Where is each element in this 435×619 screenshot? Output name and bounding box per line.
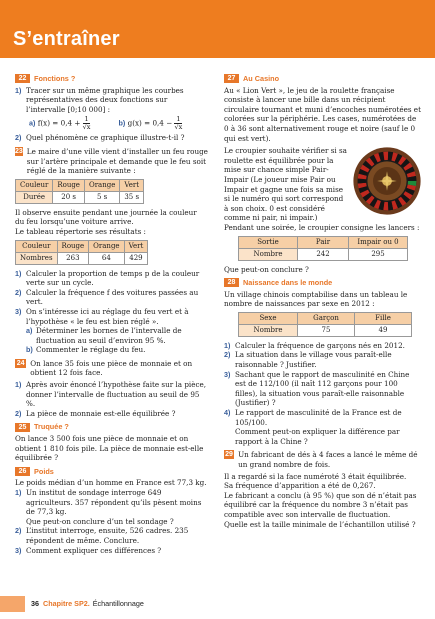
births-table: Sexe Garçon Fille Nombre 75 49 xyxy=(238,312,412,337)
page-title: S’entraîner xyxy=(13,28,120,50)
roulette-wheel-image xyxy=(352,146,422,216)
header-banner xyxy=(0,0,435,58)
formula-f: f(x) = 0,4 + xyxy=(37,118,83,128)
exercise-22: 22 Fonctions ? 1) Tracer sur un même graphique les courbes représentatives des deux fonctions sur l’intervalle [0;10 000] : a) f(x) = 0,4 + $\frac{1}{√x}$ b) g(x) = 0,4 − $\frac{1}{√x}$ 2) Quel phénomène ce graphique illustre-t-il ? xyxy=(15,74,208,143)
page-footer xyxy=(0,596,435,612)
exercise-number: 25 xyxy=(15,423,30,432)
exercise-number: 28 xyxy=(224,278,239,287)
exercise-intro: Le maire d’une ville vient d’installer un feu rouge sur l’artère principale et demande que le feu soit réglé de la manière suivante : xyxy=(26,146,208,176)
exercise-number: 22 xyxy=(15,74,30,83)
chapter-label: Chapitre SP2. xyxy=(43,599,90,608)
exercise-title: Fonctions ? xyxy=(34,74,76,83)
results-table: Couleur Rouge Orange Vert Nombres 263 64 429 xyxy=(15,240,148,265)
exercise-number: 27 xyxy=(224,74,239,83)
exercise-number: 29 xyxy=(225,451,233,459)
exercise-29: 29 Un fabricant de dés à 4 faces a lancé le même dé un grand nombre de fois. Il a regardé si la face numéroté 3 était équilibrée. Sa fréquence d’apparition a été de 0,267. Le fabricant a conclu (à 95 %) que son dé n’était pas équilibré car la fréquence du nombre 3 n’était pas compatible avec son intervalle de fluctuation. Quelle est la taille minimale de l’échantillon utilisé ? xyxy=(224,450,418,529)
formula-g: g(x) = 0,4 − xyxy=(127,118,175,128)
paragraph: Le tableau répertorie ses résultats : xyxy=(15,226,146,236)
exercise-25: 25 Truquée ? On lance 3 500 fois une pièce de monnaie et on obtient 1 810 fois pile. La pièce de monnaie est-elle équilibrée ? xyxy=(15,422,204,463)
duration-table: Couleur Rouge Orange Vert Durée 20 s 5 s 35 s xyxy=(15,179,144,204)
exercise-number: 23 xyxy=(15,147,23,155)
exercise-26: 26 Poids Le poids médian d’un homme en France est 77,3 kg. 1) Un institut de sondage interroge 649 agriculteurs. 357 répondent qu’ils pèsent moins de 77,3 kg. Que peut-on conclure d’un tel sondage ? 2) L’institut interroge, ensuite, 526 cadres. 235 répondent de même. Conclure. 3) Comment expliquer ces différences ? xyxy=(15,466,207,555)
question-text: Tracer sur un même graphique les courbes représentatives des deux fonctions sur l’intervalle [0;10 000] : xyxy=(26,85,184,114)
exercise-28: 28 Naissance dans le monde Un village chinois comptabilise dans un tableau le nombre de naissances par sexe en 2012 : Sexe Garçon Fille Nombre 75 49 1) Calculer la fréquence de garçons nés en 2012. 2) La situation dans le village vous paraît-elle raisonnable ? Justifier. 3) Sachant que le rapport de masculinité en Chine est de 112/100 (il naît 112 garçons pour 100 filles), la situation vous paraît-elle raisonnable (Justifier) ? 4) Le rapport de masculinité de la France est de 105/100. Comment peut-on expliquer la différence par rapport à la Chine ? xyxy=(224,278,422,446)
paragraph: Il observe ensuite pendant une journée la couleur du feu lorsqu’une voiture arrive. xyxy=(15,207,197,227)
exercise-number: 26 xyxy=(15,467,30,476)
question-text: Quel phénomène ce graphique illustre-t-il ? xyxy=(26,133,185,143)
roulette-table: Sortie Pair Impair ou 0 Nombre 242 295 xyxy=(238,236,408,261)
left-column xyxy=(15,74,208,559)
footer-tab xyxy=(0,596,25,612)
exercise-23: 23 Le maire d’une ville vient d’installer un feu rouge sur l’artère principale et demande que le feu soit réglé de la manière suivante : Couleur Rouge Orange Vert Durée 20 s 5 s 35 s Il observe ensuite pendant une journée la couleur du feu lorsqu’une voiture arrive. Le tableau répertorie ses résultats : Couleur Rouge Orange Vert Nombres 263 64 429 1) Calculer la proportion de temps p de la couleur verte sur un cycle. 2) Calculer la fréquence f des voitures passées au vert. 3) On s’intéresse ici au réglage du feu vert et à l’hypothèse « le feu est bien réglé ». a) Déterminer les bornes de l’intervalle de fluctuation au seuil d’environ 95 %. b) Commenter le réglage du feu. xyxy=(15,146,208,355)
right-column xyxy=(224,74,422,533)
function-list: a) f(x) = 0,4 + $\frac{1}{√x}$ b) g(x) = 0,4 − $\frac{1}{√x}$ xyxy=(29,115,183,132)
exercise-24: 24 On lance 35 fois une pièce de monnaie et on obtient 12 fois face. 1) Après avoir énoncé l’hypothèse faite sur la pièce, donner l’intervalle de fluctuation au seuil de 95 %. 2) La pièce de monnaie est-elle équilibrée ? xyxy=(15,358,207,418)
exercise-number: 24 xyxy=(16,359,25,367)
chapter-name: Échantillonnage xyxy=(92,599,144,608)
exercise-27: 27 Au Casino Au « Lion Vert », le jeu de la roulette française consiste à lancer une bille dans un récipient circulaire tournant et muni d’encoches numérotées et colorées sur la périphérie. Les cases, numérotées de 0 à 36 sont alternativement rouge et noire (sauf le 0 qui est vert). Le croupier souhaite vérifier si sa roulette est équilibrée pour la mise sur chance simple Pair-Impair (Le joueur mise Pair ou Impair et gagne une fois sa mise si le numéro qui sort correspond à son choix. 0 est considéré comme ni pair, ni impair.) Pendant une soirée, le croupier consigne les lancers : Sortie Pair Impair ou 0 Nombre 242 295 Que peut-on conclure ? xyxy=(224,74,421,274)
page-number: 36 xyxy=(31,599,39,608)
